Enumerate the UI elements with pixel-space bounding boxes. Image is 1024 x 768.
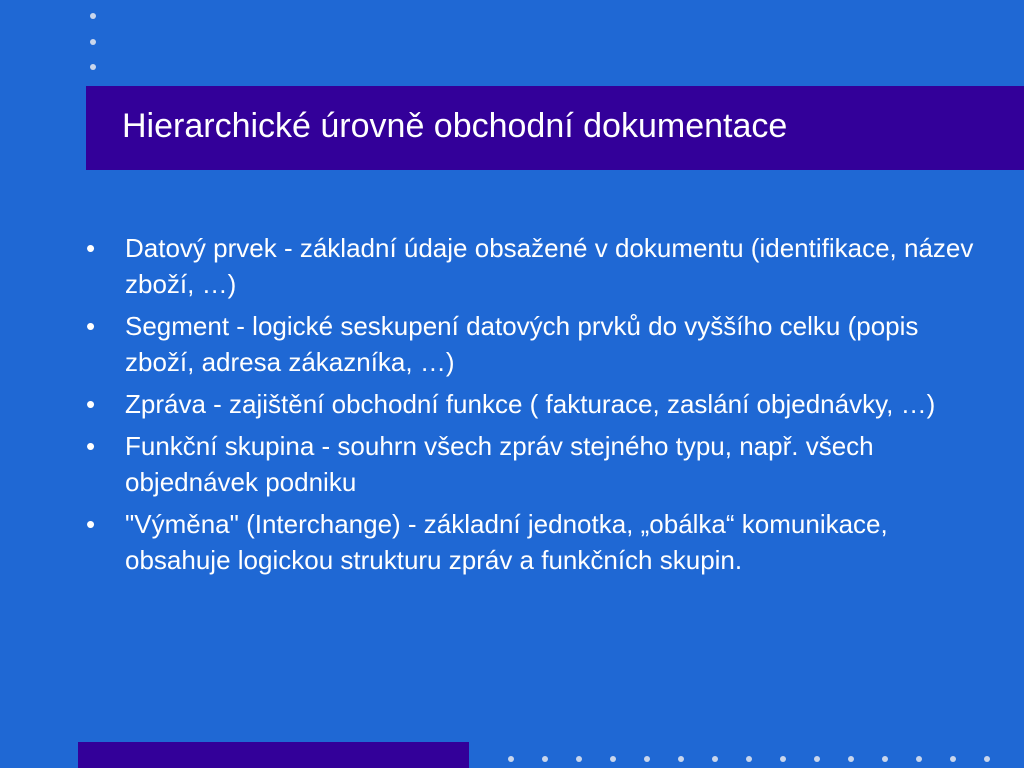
decorative-dot: [90, 13, 96, 19]
decorative-dot: [950, 756, 956, 762]
bullet-text: Segment - logické seskupení datových prvků do vyššího celku (popis zboží, adresa zákazníka, …): [125, 311, 919, 377]
decorative-dot: [644, 756, 650, 762]
bullet-icon: •: [86, 233, 96, 263]
title-bar: [86, 86, 1024, 170]
bullet-icon: •: [86, 509, 96, 539]
decorative-dot: [508, 756, 514, 762]
decorative-dot: [916, 756, 922, 762]
decorative-dot: [90, 64, 96, 70]
slide-title: Hierarchické úrovně obchodní dokumentace: [122, 107, 788, 145]
bullet-list: [86, 230, 976, 584]
bullet-text: Zpráva - zajištění obchodní funkce ( fakturace, zaslání objednávky, …): [125, 389, 936, 419]
bottom-accent-bar: [78, 742, 469, 768]
bullet-text: "Výměna" (Interchange) - základní jednotka, „obálka“ komunikace, obsahuje logickou strukturu zpráv a funkčních skupin.: [125, 509, 888, 575]
bullet-text: Datový prvek - základní údaje obsažené v dokumentu (identifikace, název zboží, …): [125, 233, 974, 299]
decorative-dot: [542, 756, 548, 762]
bullet-item-segment: [86, 308, 976, 380]
bullet-item-message: [86, 386, 976, 422]
bullet-text: Funkční skupina - souhrn všech zpráv stejného typu, např. všech objednávek podniku: [125, 431, 874, 497]
decorative-dot: [780, 756, 786, 762]
bullet-icon: •: [86, 389, 96, 419]
decorative-dot: [576, 756, 582, 762]
bullet-item-data-element: [86, 230, 976, 302]
decorative-dot: [882, 756, 888, 762]
bullet-icon: •: [86, 431, 96, 461]
decorative-dot: [90, 39, 96, 45]
decorative-dot: [746, 756, 752, 762]
decorative-dot: [712, 756, 718, 762]
bullet-item-interchange: [86, 506, 976, 578]
decorative-dot: [848, 756, 854, 762]
decorative-dot: [678, 756, 684, 762]
decorative-dot: [814, 756, 820, 762]
bullet-item-functional-group: [86, 428, 976, 500]
decorative-dot: [610, 756, 616, 762]
decorative-dot: [984, 756, 990, 762]
bullet-icon: •: [86, 311, 96, 341]
